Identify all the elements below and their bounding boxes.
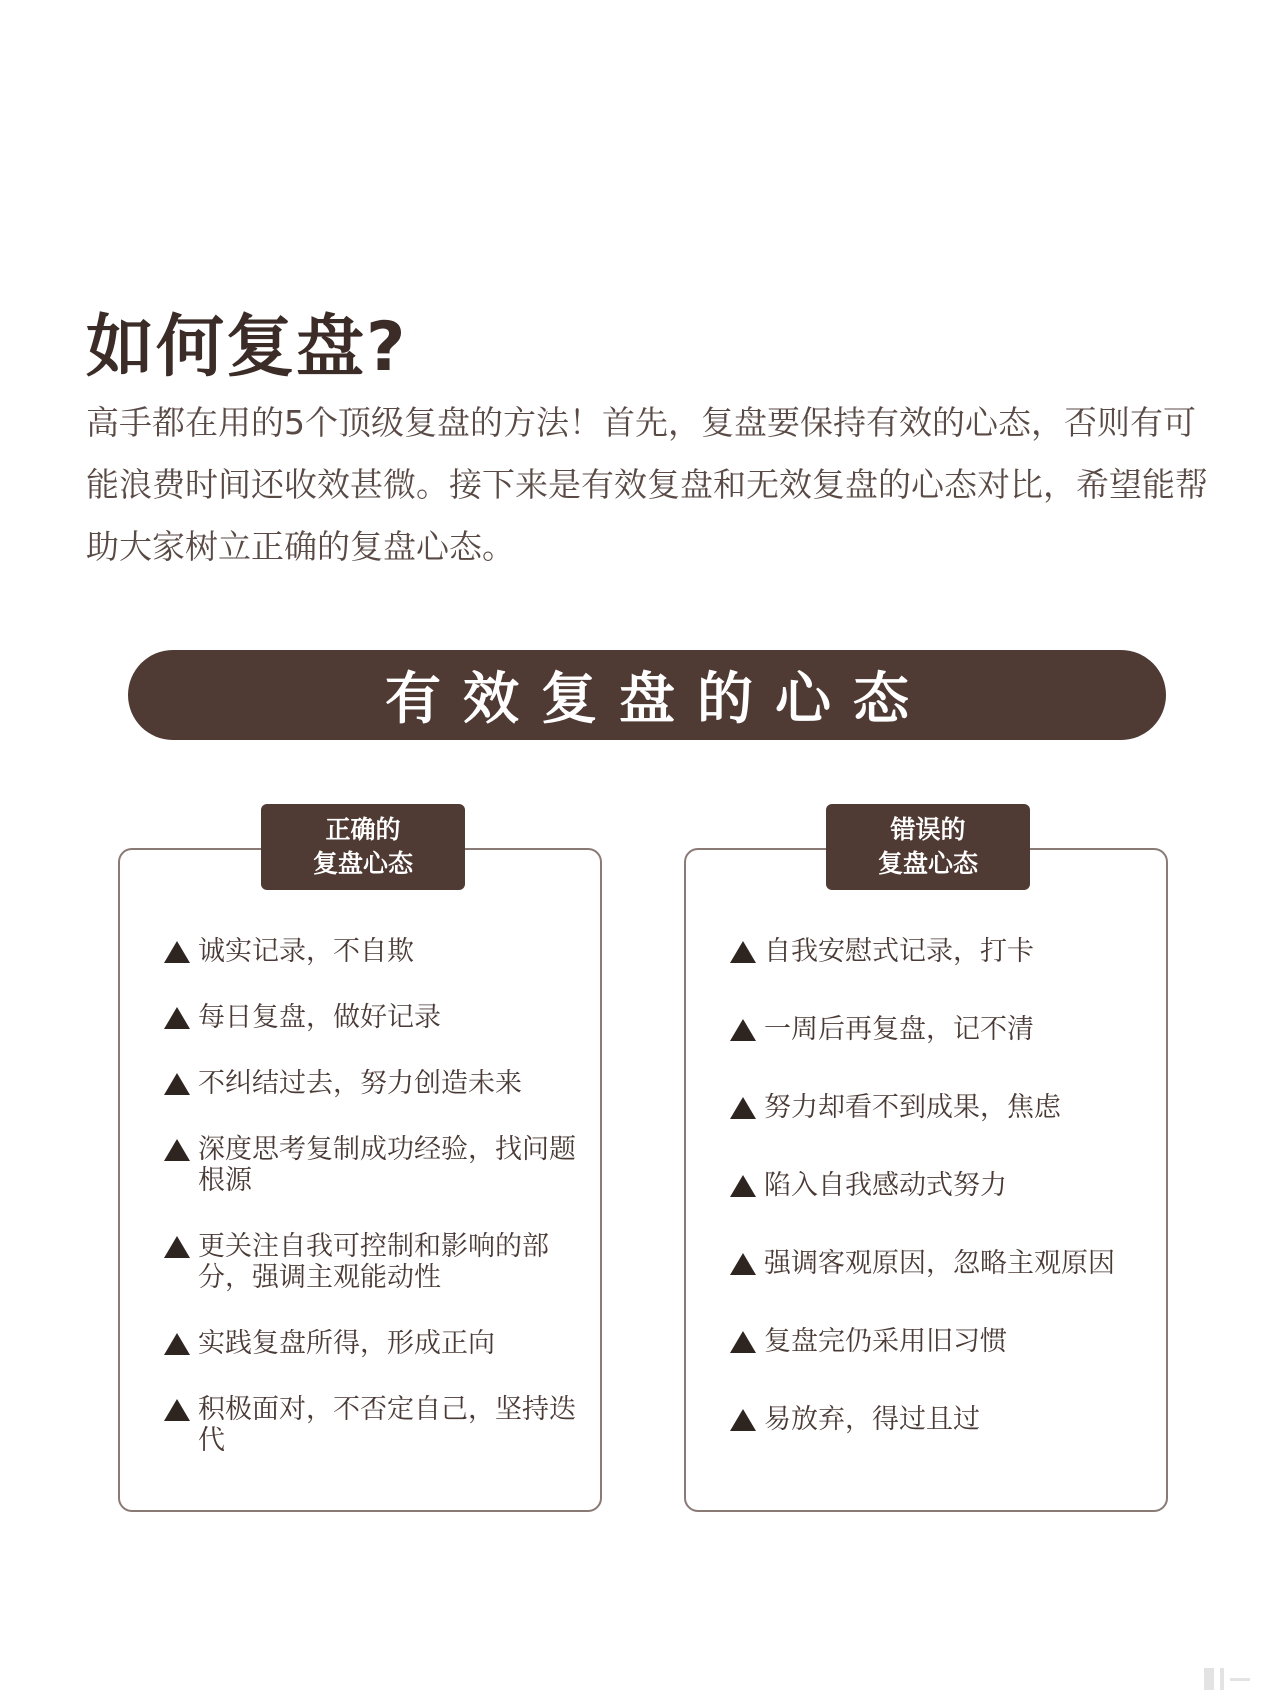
triangle-bullet-icon	[164, 1399, 190, 1421]
triangle-bullet-icon	[730, 1175, 756, 1197]
list-item: 不纠结过去，努力创造未来	[164, 1068, 580, 1099]
watermark-line-icon	[1230, 1678, 1250, 1681]
list-item: 一周后再复盘，记不清	[730, 1014, 1146, 1045]
triangle-bullet-icon	[164, 941, 190, 963]
list-item: 积极面对，不否定自己，坚持迭代	[164, 1394, 580, 1456]
correct-mindset-list	[164, 936, 580, 1491]
list-item: 自我安慰式记录，打卡	[730, 936, 1146, 967]
triangle-bullet-icon	[164, 1333, 190, 1355]
triangle-bullet-icon	[730, 1097, 756, 1119]
triangle-bullet-icon	[730, 1253, 756, 1275]
watermark-bar-icon	[1204, 1668, 1214, 1690]
watermark-bar-icon	[1220, 1668, 1224, 1690]
list-item: 更关注自我可控制和影响的部分，强调主观能动性	[164, 1231, 580, 1293]
correct-tab-line1: 正确的	[325, 815, 401, 844]
list-item: 复盘完仍采用旧习惯	[730, 1326, 1146, 1357]
wrong-mindset-list	[730, 936, 1146, 1482]
section-banner	[128, 650, 1166, 740]
wrong-tab-line1: 错误的	[890, 815, 966, 844]
wrong-tab-line2: 复盘心态	[877, 849, 978, 878]
list-item: 每日复盘，做好记录	[164, 1002, 580, 1033]
triangle-bullet-icon	[164, 1073, 190, 1095]
list-item: 强调客观原因，忽略主观原因	[730, 1248, 1146, 1279]
wrong-mindset-tab	[826, 804, 1030, 890]
wrong-mindset-panel	[684, 815, 1168, 1512]
triangle-bullet-icon	[730, 941, 756, 963]
watermark-icon	[1204, 1668, 1250, 1690]
triangle-bullet-icon	[730, 1019, 756, 1041]
list-item: 易放弃，得过且过	[730, 1404, 1146, 1435]
list-item: 实践复盘所得，形成正向	[164, 1328, 580, 1359]
banner-title: 有效复盘的心态	[385, 667, 931, 732]
list-item: 陷入自我感动式努力	[730, 1170, 1146, 1201]
list-item: 深度思考复制成功经验，找问题根源	[164, 1134, 580, 1196]
triangle-bullet-icon	[730, 1331, 756, 1353]
correct-mindset-tab	[261, 804, 465, 890]
page-title: 如何复盘?	[86, 307, 408, 387]
correct-tab-line2: 复盘心态	[312, 849, 413, 878]
list-item: 努力却看不到成果，焦虑	[730, 1092, 1146, 1123]
triangle-bullet-icon	[164, 1139, 190, 1161]
correct-mindset-panel	[118, 815, 602, 1512]
triangle-bullet-icon	[164, 1236, 190, 1258]
triangle-bullet-icon	[164, 1007, 190, 1029]
list-item: 诚实记录，不自欺	[164, 936, 580, 967]
intro-paragraph: 高手都在用的5个顶级复盘的方法！首先，复盘要保持有效的心态，否则有可能浪费时间还收效甚微。接下来是有效复盘和无效复盘的心态对比，希望能帮助大家树立正确的复盘心态。	[86, 403, 1208, 566]
triangle-bullet-icon	[730, 1409, 756, 1431]
